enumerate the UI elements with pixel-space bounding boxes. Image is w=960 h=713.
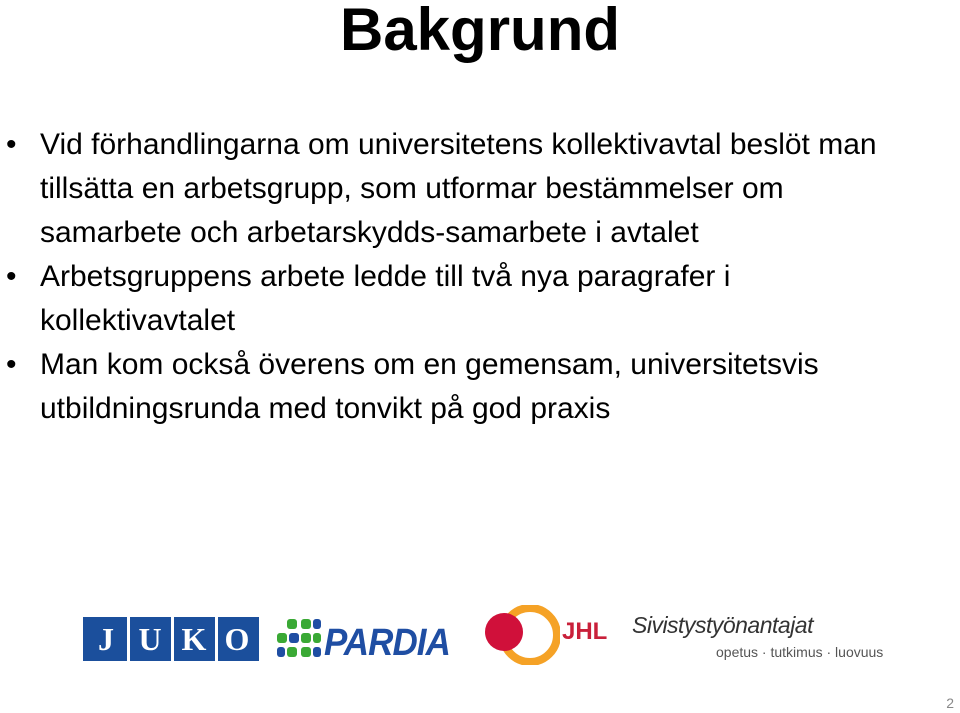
bullet-text: Vid förhandlingarna om universitetens kollektivavtal beslöt man tillsätta en arbetsgrupp, som utformar bestämmelser om samarbete och arbetarskydds-samarbete i avtalet bbox=[40, 128, 877, 249]
pardia-wordmark: PARDIA bbox=[324, 622, 450, 664]
pardia-mark-icon bbox=[277, 617, 323, 663]
logo-divider bbox=[127, 617, 130, 661]
pardia-logo bbox=[277, 617, 459, 667]
slide-title: Bakgrund bbox=[339, 0, 621, 63]
bullet-item bbox=[0, 255, 890, 343]
juko-logo bbox=[83, 617, 259, 661]
juko-letter: U bbox=[138, 621, 162, 657]
sivis-tagline: opetus · tutkimus · luovuus bbox=[716, 644, 884, 660]
page-number: 2 bbox=[946, 695, 954, 711]
jhl-logo bbox=[484, 605, 608, 665]
juko-letter: O bbox=[224, 621, 250, 657]
logo-divider bbox=[171, 617, 174, 661]
sivistystyonantajat-logo bbox=[632, 610, 892, 670]
bullet-item bbox=[0, 343, 890, 431]
jhl-circles-icon bbox=[484, 605, 560, 665]
bullet-text: Man kom också överens om en gemensam, universitetsvis utbildningsrunda med tonvikt på god praxis bbox=[40, 348, 819, 425]
juko-letter: K bbox=[181, 621, 207, 657]
bullet-item bbox=[0, 123, 890, 255]
jhl-wordmark: JHL bbox=[562, 618, 608, 645]
bullet-list bbox=[0, 123, 960, 431]
bullet-marker: • bbox=[6, 348, 17, 381]
logo-row bbox=[0, 600, 960, 670]
logo-divider bbox=[215, 617, 218, 661]
sivis-wordmark: Sivistystyönantajat bbox=[632, 612, 813, 638]
bullet-marker: • bbox=[6, 128, 17, 161]
bullet-marker: • bbox=[6, 260, 17, 293]
juko-letter: J bbox=[98, 621, 114, 657]
bullet-text: Arbetsgruppens arbete ledde till två nya paragrafer i kollektivavtalet bbox=[40, 260, 731, 337]
